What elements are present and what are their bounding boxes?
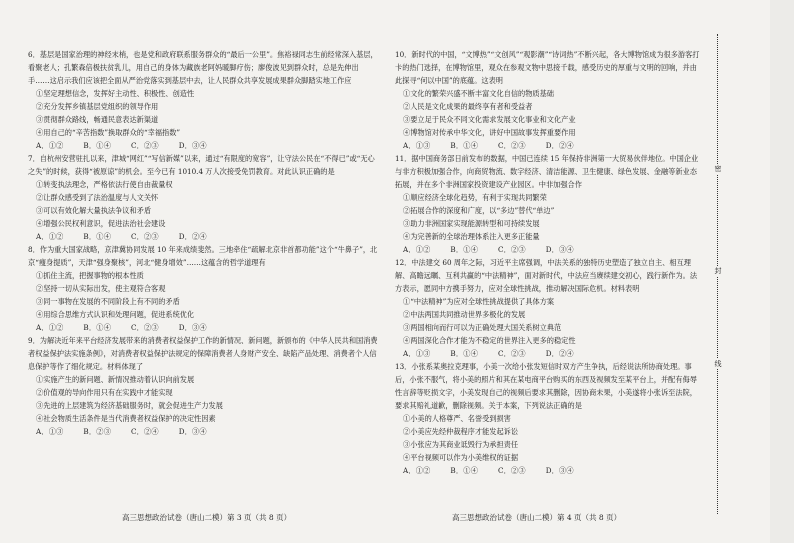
option: ③小张应为其商业诋毁行为承担责任: [403, 440, 519, 449]
question-stem: 12．中法建交 60 周年之际，习近平主席强调，中法关系的独特历史塑造了独立自主、相互理解、高瞻远瞩、互利共赢的“中法精神”，面对新时代，中法应当赓续建交初心，践行新作为。法方表示，愿同中方携手努力，应对全球性挑战，推动解决国际危机。材料表明: [395, 258, 698, 293]
answer-choices: A．①② B．①④ C．②③ D．③④: [36, 323, 207, 332]
option: ②充分发挥乡镇基层党组织的领导作用: [36, 102, 159, 111]
option: ④两国深化合作才能为不稳定的世界注入更多的稳定性: [403, 336, 576, 345]
option: ①文化的繁荣兴盛不断丰富文化自信的物质基础: [403, 89, 554, 98]
option: ①坚定理想信念，发挥好主动性、积极性、创造性: [36, 89, 195, 98]
option: ④为完善新的全球治理体系注入更多正能量: [403, 232, 540, 241]
option: ④用自己的“辛苦指数”换取群众的“幸福指数”: [36, 128, 181, 137]
question-stem: 13．小张系某奥拉克理事，小美一次给小张发短信时双方产生争执，后经说法所协商处理。事后，小张不服气，将小美的照片和其在某电商平台购买的东西及视频发至某平台上，并配有侮辱性言辞等贬损文字，小美发现自己的视频后要求其删除，因协商未果，小美遂将小张诉至法院，要求其赔礼道歉，删除视频。关于本案，下列说法正确的是: [395, 362, 697, 410]
answer-choices: A．①② B．①④ C．②③ D．③④: [36, 141, 207, 150]
page-footer-right: 高三思想政治试卷（唐山二模）第 4 页（共 8 页）: [452, 513, 622, 522]
option: ③先进的上层建筑为经济基础服务时，就会促进生产力发展: [36, 401, 223, 410]
question-9: [28, 334, 380, 438]
option: ①顺应经济全球化趋势，有利于实现共同繁荣: [403, 193, 547, 202]
answer-choices: A．①③ B．①④ C．②③ D．②④: [403, 349, 574, 358]
option: ①转变执法理念，严格依法行使自由裁量权: [36, 180, 173, 189]
option: ③要立足于民众不同文化需求发展文化事业和文化产业: [403, 115, 576, 124]
option: ①实施产生的新问题、新情况推动着认识向前发展: [36, 375, 195, 384]
question-11: [395, 152, 700, 256]
question-stem: 6．基层是国家治理的神经末梢，也是党和政府联系服务群众的“最后一公里”。焦裕禄同志生前经常深入基层，看聚老人；孔繁森倍极扶贫乳儿，用自己的身体为藏族老阿妈暖脚疗伤；廖俊波见到群众时，总是先伸出手……这启示我们应该把全面从严治党落实到基层中去，让人民群众共享发展成果群众脚踏实地工作应: [28, 50, 378, 85]
seal-mark: 封: [712, 266, 724, 276]
option: ③两国相向而行可以为正确处理大国关系树立典范: [403, 323, 562, 332]
option: ②拓展合作的深度和广度，以“多边”替代“单边”: [403, 206, 555, 215]
page-margin: [770, 0, 794, 543]
option: ③助力非洲国家实现能源转型和可持续发展: [403, 219, 540, 228]
option: ④增强公民权利意识，促进法治社会建设: [36, 219, 166, 228]
option: ①抓住主流，把握事物的根本性质: [36, 271, 144, 280]
option: ②人民是文化成果的最终享有者和受益者: [403, 102, 533, 111]
option: ④用综合思维方式认识和处理问题，促进系统优化: [36, 310, 195, 319]
option: ②让群众感受到了法治温度与人文关怀: [36, 193, 159, 202]
option: ②价值观的导向作用只有在实践中才能实现: [36, 388, 173, 397]
seal-mark: 线: [712, 359, 724, 369]
option: ①“中法精神”为应对全球性挑战提供了具体方案: [403, 297, 555, 306]
option: ②坚持一切从实际出发，使主观符合客观: [36, 284, 166, 293]
answer-choices: A．①③ B．②③ C．②④ D．③④: [36, 427, 207, 436]
answer-choices: A．①② B．①④ C．②③ D．③④: [403, 245, 574, 254]
question-8: [28, 243, 380, 334]
option: ②小美应先经仲裁程序才能发起诉讼: [403, 427, 519, 436]
answer-choices: A．①③ B．①④ C．②③ D．②④: [403, 141, 574, 150]
option: ③同一事物在发展的不同阶段上有不同的矛盾: [36, 297, 180, 306]
left-column: [28, 48, 380, 438]
question-stem: 7．自杭州安营驻扎以来，津城“网红”“写信新媒”以来，通过“有限度的宽容”，让守法公民在“不得已”或“无心之失”的时候，获得“被原谅”的机会。至今已有 1010.4 万人次接受免罚教育。对此认识正确的是: [28, 154, 375, 176]
question-stem: 11．据中国商务部日前发布的数据，中国已连续 15 年保持非洲第一大贸易伙伴地位。中国企业与非方积极加强合作，向商贸物流、数字经济、清洁能源、卫生健康、绿色发展、金融等新业态拓展，并在多个非洲国家投资建设产业园区。中非加强合作: [395, 154, 699, 189]
option: ④平台视频可以作为小美维权的证据: [403, 453, 519, 462]
option: ①小美的人格尊严、名誉受到损害: [403, 414, 511, 423]
binding-line: [712, 34, 724, 514]
option: ④博物馆对传承中华文化，讲好中国故事发挥重要作用: [403, 128, 576, 137]
page-footer-left: 高三思想政治试卷（唐山二模）第 3 页（共 8 页）: [122, 513, 292, 522]
option: ③贯彻群众路线，畅通民意表达新渠道: [36, 115, 159, 124]
seal-mark: 密: [712, 164, 724, 174]
option: ④社会物质生活条件是当代消费者权益保护的决定性因素: [36, 414, 216, 423]
question-13: [395, 360, 700, 477]
option: ②中法两国共同推动世界多极化的发展: [403, 310, 526, 319]
right-column: [395, 48, 700, 477]
question-stem: 8．作为重大国家战略，京津冀协同发展 10 年来成绩斐然。三地牵住“疏解北京非首都功能”这个“牛鼻子”，北京“瘦身提质”，天津“强身聚核”，河北“健身增效”……这蕴含的哲学道理有: [28, 245, 378, 267]
question-10: [395, 48, 700, 152]
question-6: [28, 48, 380, 152]
option: ③可以有效化解大量执法争议和矛盾: [36, 206, 152, 215]
answer-choices: A．①② B．①④ C．②③ D．③④: [403, 466, 574, 475]
question-stem: 10．新时代的中国，“文博热”“文创风”“观影潮”“诗词热”不断兴起，各大博物馆成为很多游客打卡的热门选择，在博物馆里，观众在参观文物中思接千载，感受历史的厚重与文明的回响，并由此探寻“何以中国”的底蕴。这表明: [395, 50, 700, 85]
question-12: [395, 256, 700, 360]
question-7: [28, 152, 380, 243]
answer-choices: A．①② B．①④ C．②③ D．②④: [36, 232, 207, 241]
question-stem: 9．为解决近年来平台经济发展带来的消费者权益保护工作的新情况、新问题，新颁布的《中华人民共和国消费者权益保护法实施条例》，对消费者权益保护法规定的保障消费者人身财产安全、缺陷产品处理、消费者个人信息保护等作了细化规定。材料体现了: [28, 336, 378, 371]
